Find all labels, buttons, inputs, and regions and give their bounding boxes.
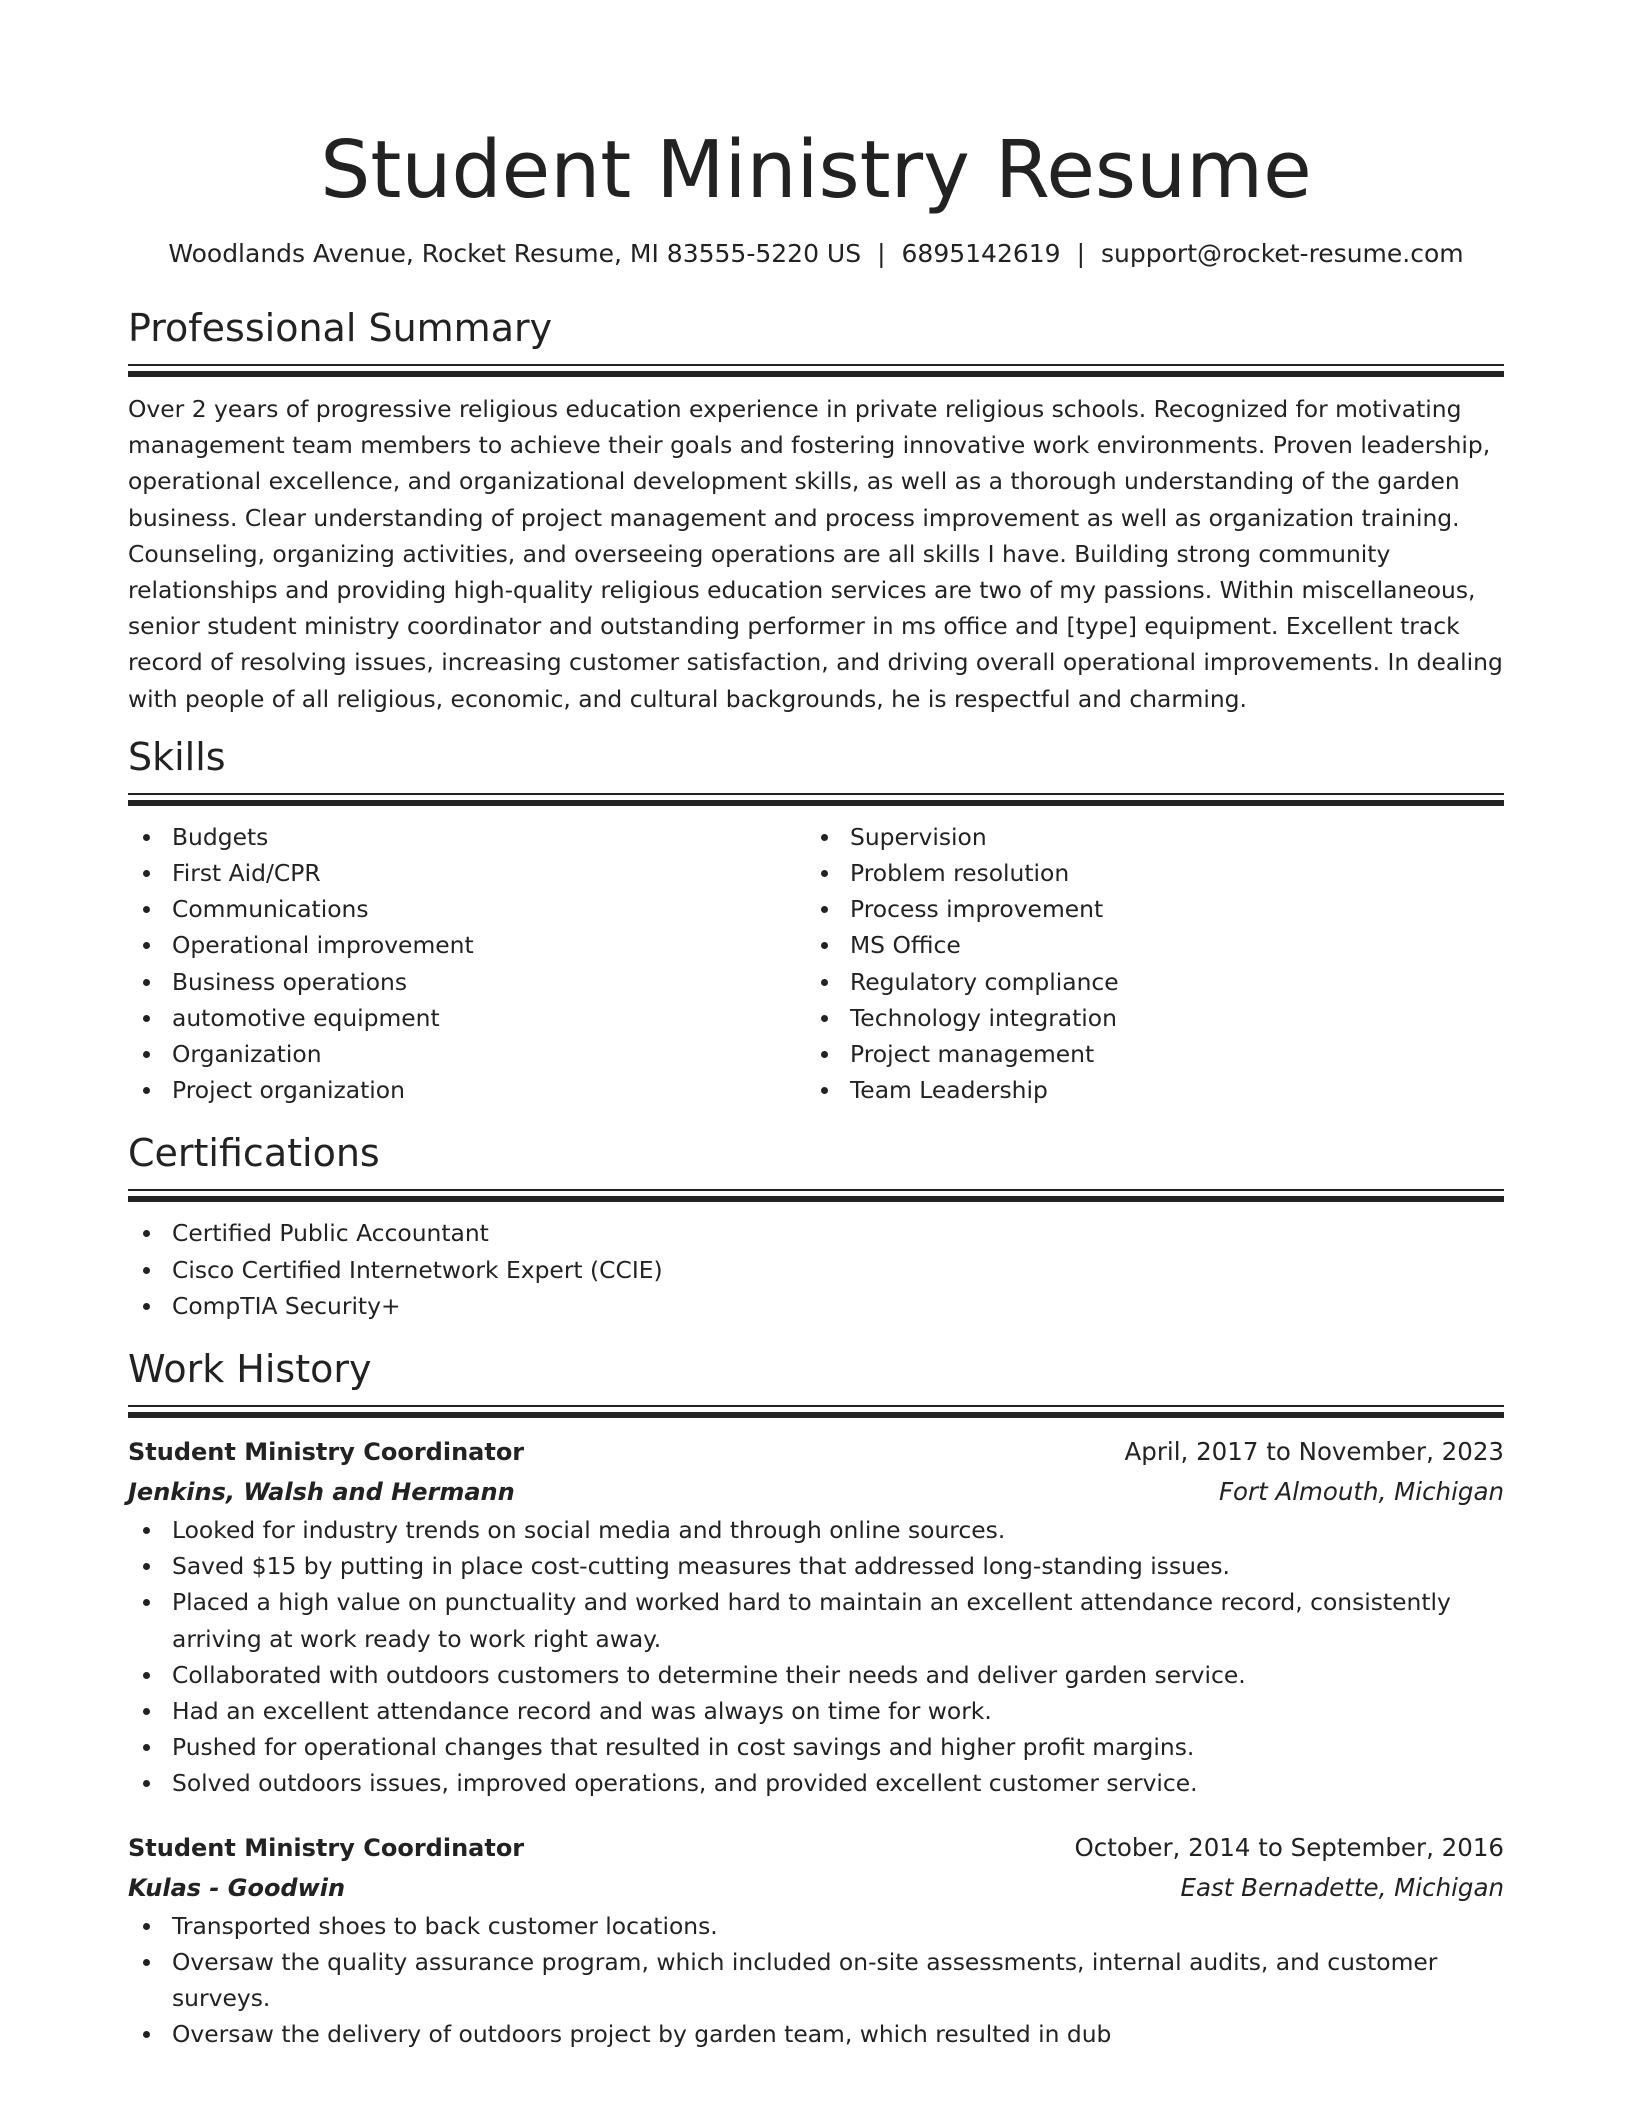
- list-item: Placed a high value on punctuality and worked hard to maintain an excellent attendance record, consistently arriving at work ready to work right away.: [128, 1584, 1504, 1656]
- list-item: Project organization: [128, 1072, 806, 1108]
- list-item: CompTIA Security+: [128, 1288, 1504, 1324]
- job-company: Kulas - Goodwin: [128, 1873, 346, 1902]
- section-divider: [128, 1189, 1504, 1202]
- contact-separator: |: [1076, 239, 1086, 268]
- summary-section: [128, 302, 1504, 717]
- job-subheader: [128, 1472, 1504, 1512]
- list-item: Process improvement: [806, 891, 1484, 927]
- list-item: Problem resolution: [806, 855, 1484, 891]
- list-item: Oversaw the quality assurance program, which included on-site assessments, internal audits, and customer surveys.: [128, 1944, 1504, 2016]
- list-item: Business operations: [128, 964, 806, 1000]
- skills-list-right: [806, 819, 1484, 1109]
- list-item: First Aid/CPR: [128, 855, 806, 891]
- contact-phone: 6895142619: [901, 239, 1061, 268]
- certifications-section: [128, 1127, 1504, 1324]
- job-duties-list: [128, 1908, 1504, 2053]
- list-item: MS Office: [806, 927, 1484, 963]
- skills-heading: Skills: [128, 734, 226, 779]
- list-item: Operational improvement: [128, 927, 806, 963]
- resume-title: Student Ministry Resume: [320, 124, 1312, 216]
- list-item: Looked for industry trends on social media and through online sources.: [128, 1512, 1504, 1548]
- skills-grid: [128, 819, 1504, 1109]
- list-item: Had an excellent attendance record and was always on time for work.: [128, 1693, 1504, 1729]
- section-divider: [128, 793, 1504, 806]
- list-item: Certified Public Accountant: [128, 1215, 1504, 1251]
- list-item: Regulatory compliance: [806, 964, 1484, 1000]
- section-divider: [128, 1405, 1504, 1418]
- section-divider: [128, 364, 1504, 377]
- skills-section: [128, 731, 1504, 1109]
- job-location: East Bernadette, Michigan: [1180, 1872, 1504, 1902]
- list-item: Saved $15 by putting in place cost-cutting measures that addressed long-standing issues.: [128, 1548, 1504, 1584]
- job-header: [128, 1432, 1504, 1472]
- job-dates: April, 2017 to November, 2023: [1124, 1437, 1504, 1467]
- job-header: [128, 1828, 1504, 1868]
- job-dates: October, 2014 to September, 2016: [1074, 1832, 1504, 1862]
- list-item: Communications: [128, 891, 806, 927]
- list-item: Collaborated with outdoors customers to determine their needs and deliver garden service.: [128, 1657, 1504, 1693]
- job-title: Student Ministry Coordinator: [128, 1438, 525, 1467]
- job-company: Jenkins, Walsh and Hermann: [128, 1478, 515, 1507]
- job-title: Student Ministry Coordinator: [128, 1833, 525, 1862]
- skills-list-left: [128, 819, 806, 1109]
- list-item: Supervision: [806, 819, 1484, 855]
- contact-line: [128, 236, 1504, 272]
- certifications-heading: Certifications: [128, 1131, 380, 1176]
- work-history-section: [128, 1343, 1504, 2052]
- list-item: Team Leadership: [806, 1072, 1484, 1108]
- list-item: Oversaw the delivery of outdoors project by garden team, which resulted in dub: [128, 2016, 1504, 2052]
- contact-email: support@rocket-resume.com: [1101, 239, 1464, 268]
- job-entry: [128, 1432, 1504, 1802]
- list-item: Solved outdoors issues, improved operations, and provided excellent customer service.: [128, 1765, 1504, 1801]
- summary-heading: Professional Summary: [128, 306, 553, 350]
- list-item: Organization: [128, 1036, 806, 1072]
- job-subheader: [128, 1868, 1504, 1908]
- job-duties-list: [128, 1512, 1504, 1802]
- work-history-heading: Work History: [128, 1347, 372, 1392]
- certifications-list: [128, 1215, 1504, 1324]
- job-location: Fort Almouth, Michigan: [1218, 1477, 1504, 1507]
- list-item: Pushed for operational changes that resulted in cost savings and higher profit margins.: [128, 1729, 1504, 1765]
- list-item: Budgets: [128, 819, 806, 855]
- list-item: automotive equipment: [128, 1000, 806, 1036]
- contact-address: Woodlands Avenue, Rocket Resume, MI 83555-5220 US: [168, 239, 862, 268]
- job-entry: [128, 1828, 1504, 2053]
- list-item: Transported shoes to back customer locations.: [128, 1908, 1504, 1944]
- list-item: Technology integration: [806, 1000, 1484, 1036]
- list-item: Cisco Certified Internetwork Expert (CCIE): [128, 1252, 1504, 1288]
- contact-separator: |: [877, 239, 886, 268]
- list-item: Project management: [806, 1036, 1484, 1072]
- summary-text: Over 2 years of progressive religious education experience in private religious schools. Recognized for motivating management team members to achieve their goals and fostering innovative work environments. Proven leadership, operational excellence, and organizational development skills, as well as a thorough understanding of the garden business. Clear understanding of project management and process improvement as well as organization training. Counseling, organizing activities, and overseeing operations are all skills I have. Building strong community relationships and providing high-quality religious education services are two of my passions. Within miscellaneous, senior student ministry coordinator and outstanding performer in ms office and [type] equipment. Excellent track record of resolving issues, increasing customer satisfaction, and driving overall operational improvements. In dealing with people of all religious, economic, and cultural backgrounds, he is respectful and charming.: [128, 395, 1503, 713]
- resume-page: [128, 0, 1504, 2053]
